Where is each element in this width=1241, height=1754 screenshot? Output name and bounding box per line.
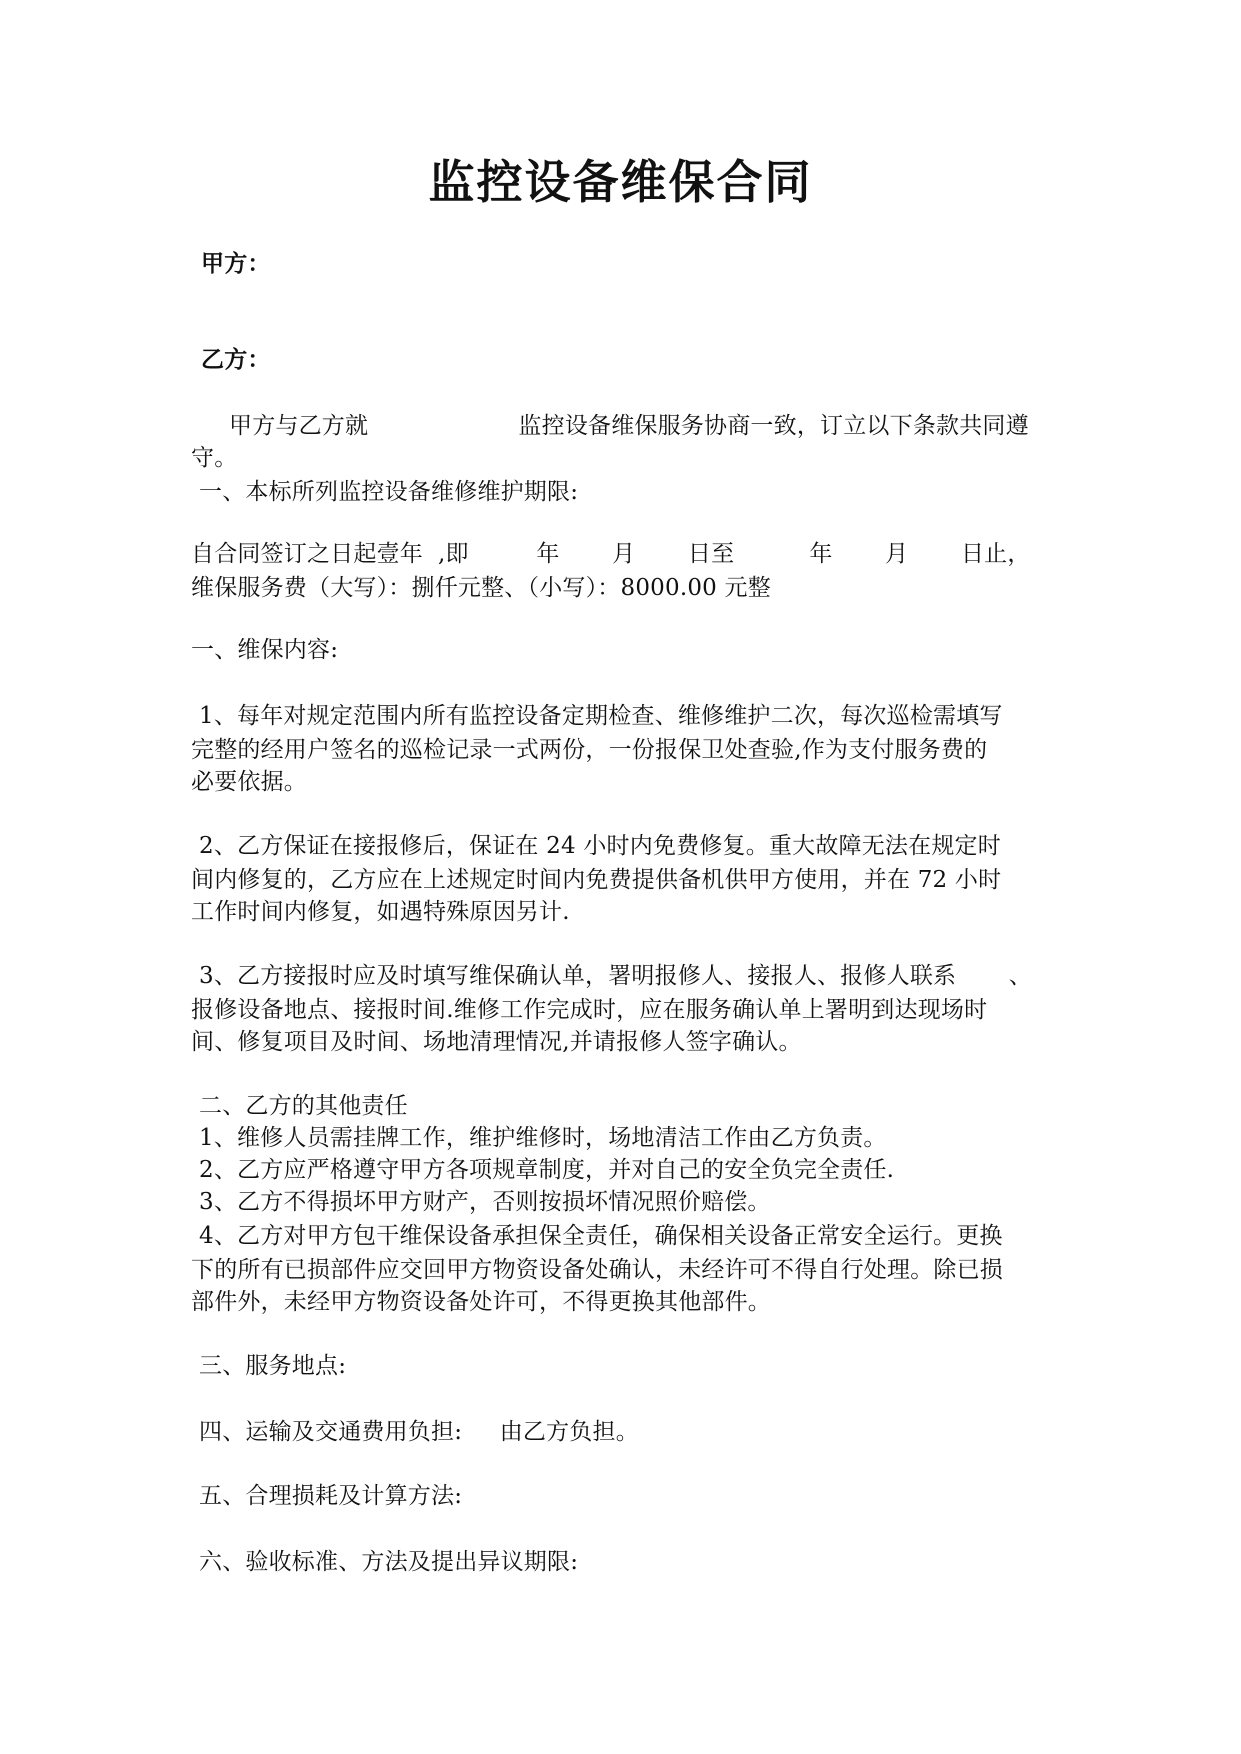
content-heading: 一、维保内容: bbox=[191, 637, 339, 663]
item-2-line-1: 2、乙方保证在接报修后，保证在 24 小时内免费修复。重大故障无法在规定时 bbox=[199, 833, 1001, 859]
location-heading: 三、服务地点: bbox=[199, 1353, 347, 1379]
item-3-line-2: 报修设备地点、接报时间.维修工作完成时，应在服务确认单上署明到达现场时 bbox=[191, 997, 988, 1023]
document-title: 监控设备维保合同 bbox=[428, 155, 813, 209]
transport-heading: 四、运输及交通费用负担: 由乙方负担。 bbox=[199, 1419, 639, 1445]
party-b-label: 乙方： bbox=[201, 346, 271, 373]
other-item-2: 2、乙方应严格遵守甲方各项规章制度，并对自己的安全负完全责任. bbox=[199, 1157, 895, 1183]
intro-line-2: 守。 bbox=[191, 445, 238, 471]
loss-heading: 五、合理损耗及计算方法: bbox=[199, 1483, 463, 1509]
other-item-3: 3、乙方不得损坏甲方财产，否则按损坏情况照价赔偿。 bbox=[199, 1189, 771, 1215]
item-2-line-3: 工作时间内修复，如遇特殊原因另计. bbox=[191, 899, 570, 925]
other-item-4-line-1: 4、乙方对甲方包干维保设备承担保全责任，确保相关设备正常安全运行。更换 bbox=[199, 1223, 1003, 1249]
acceptance-heading: 六、验收标准、方法及提出异议期限: bbox=[199, 1549, 579, 1575]
item-3-line-3: 间、修复项目及时间、场地清理情况,并请报修人签字确认。 bbox=[191, 1029, 802, 1055]
item-1-line-3: 必要依据。 bbox=[191, 769, 307, 795]
fee-line: 维保服务费（大写）：捌仟元整、（小写）：8000.00 元整 bbox=[191, 575, 771, 601]
party-a-label: 甲方： bbox=[201, 250, 271, 277]
item-1-line-2: 完整的经用户签名的巡检记录一式两份，一份报保卫处查验,作为支付服务费的 bbox=[191, 737, 988, 763]
other-heading: 二、乙方的其他责任 bbox=[199, 1093, 408, 1119]
intro-line-1: 甲方与乙方就 监控设备维保服务协商一致，订立以下条款共同遵 bbox=[229, 413, 1029, 439]
item-2-line-2: 间内修复的，乙方应在上述规定时间内免费提供备机供甲方使用，并在 72 小时 bbox=[191, 867, 1002, 893]
period-heading: 一、本标所列监控设备维修维护期限: bbox=[199, 479, 579, 505]
item-3-line-1: 3、乙方接报时应及时填写维保确认单，署明报修人、接报人、报修人联系 、 bbox=[199, 963, 1033, 989]
item-1-line-1: 1、每年对规定范围内所有监控设备定期检查、维修维护二次，每次巡检需填写 bbox=[199, 703, 1003, 729]
other-item-4-line-2: 下的所有已损部件应交回甲方物资设备处确认，未经许可不得自行处理。除已损 bbox=[191, 1257, 1003, 1283]
other-item-1: 1、维修人员需挂牌工作，维护维修时，场地清洁工作由乙方负责。 bbox=[199, 1125, 887, 1151]
period-line: 自合同签订之日起壹年 ,即 年 月 日至 年 月 日止， bbox=[191, 541, 1031, 567]
other-item-4-line-3: 部件外，未经甲方物资设备处许可，不得更换其他部件。 bbox=[191, 1289, 771, 1315]
